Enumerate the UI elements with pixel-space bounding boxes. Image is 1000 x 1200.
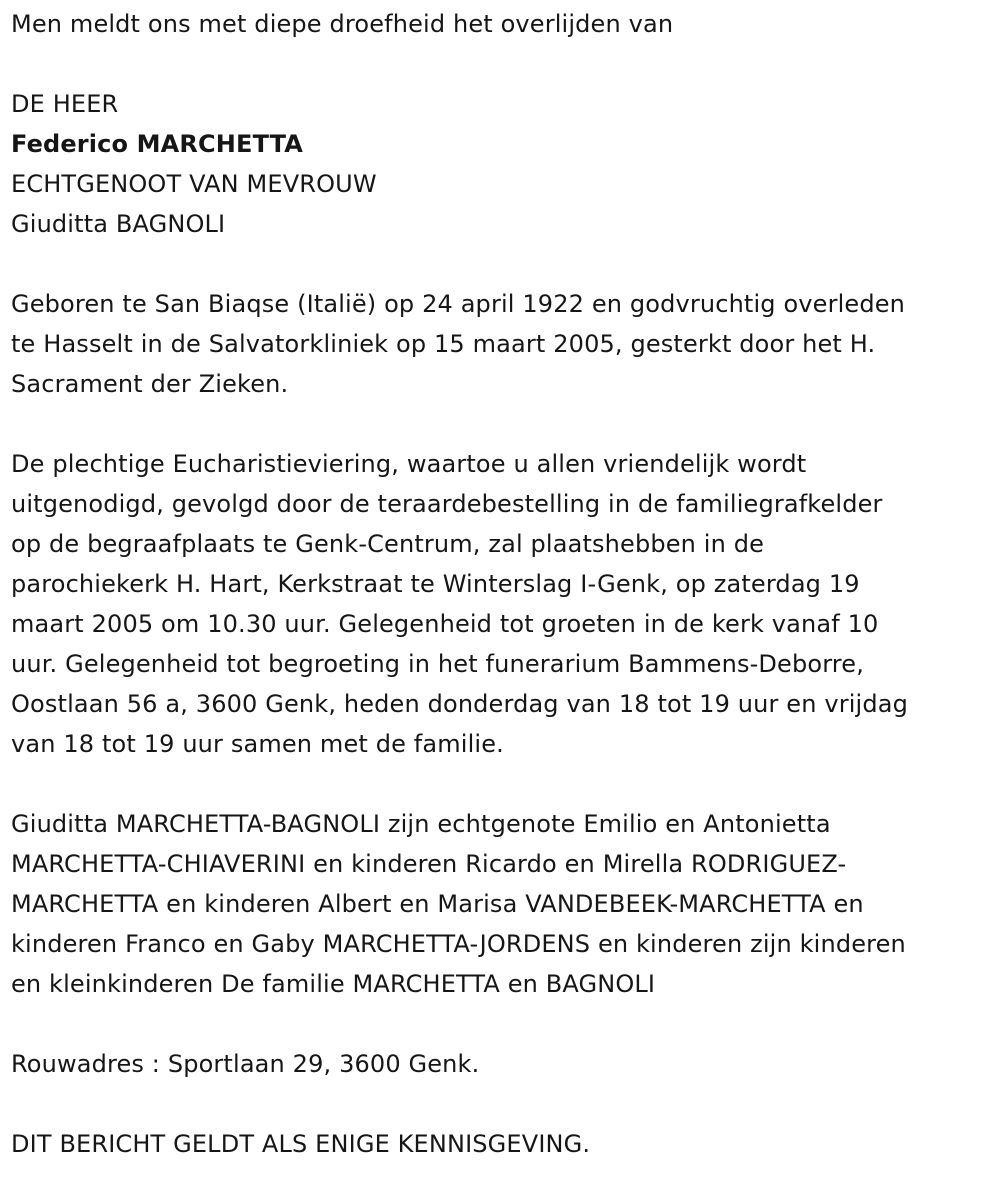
paragraph-line: uitgenodigd, gevolgd door de teraardebestelling in de familiegrafkelder <box>11 490 883 518</box>
spacer <box>11 44 996 84</box>
ceremony-paragraph <box>11 444 996 764</box>
paragraph-line: Oostlaan 56 a, 3600 Genk, heden donderdag van 18 tot 19 uur en vrijdag <box>11 690 908 718</box>
deceased-name: Federico MARCHETTA <box>11 130 304 158</box>
title-line: DE HEER <box>11 90 119 118</box>
spacer <box>11 404 996 444</box>
paragraph-line: maart 2005 om 10.30 uur. Gelegenheid tot groeten in de kerk vanaf 10 <box>11 610 879 638</box>
paragraph-line: Geboren te San Biaqse (Italië) op 24 april 1922 en godvruchtig overleden <box>11 290 905 318</box>
birth-paragraph <box>11 284 996 404</box>
mourning-address: Rouwadres : Sportlaan 29, 3600 Genk. <box>11 1050 480 1078</box>
paragraph-line: uur. Gelegenheid tot begroeting in het funerarium Bammens-Deborre, <box>11 650 864 678</box>
spacer <box>11 1084 996 1124</box>
paragraph-line: De plechtige Eucharistieviering, waartoe u allen vriendelijk wordt <box>11 450 807 478</box>
death-notice <box>11 4 996 1164</box>
paragraph-line: te Hasselt in de Salvatorkliniek op 15 maart 2005, gesterkt door het H. <box>11 330 876 358</box>
spacer <box>11 244 996 284</box>
spouse-name: Giuditta BAGNOLI <box>11 210 226 238</box>
paragraph-line: Sacrament der Zieken. <box>11 370 289 398</box>
paragraph-line: parochiekerk H. Hart, Kerkstraat te Winterslag I-Genk, op zaterdag 19 <box>11 570 860 598</box>
notice-text: DIT BERICHT GELDT ALS ENIGE KENNISGEVING. <box>11 1130 591 1158</box>
spacer <box>11 1004 996 1044</box>
spouse-label: ECHTGENOOT VAN MEVROUW <box>11 170 377 198</box>
paragraph-line: MARCHETTA en kinderen Albert en Marisa VANDEBEEK-MARCHETTA en <box>11 890 864 918</box>
spacer <box>11 764 996 804</box>
family-paragraph <box>11 804 996 1004</box>
intro-text: Men meldt ons met diepe droefheid het overlijden van <box>11 10 674 38</box>
paragraph-line: Giuditta MARCHETTA-BAGNOLI zijn echtgenote Emilio en Antonietta <box>11 810 831 838</box>
paragraph-line: van 18 tot 19 uur samen met de familie. <box>11 730 504 758</box>
paragraph-line: en kleinkinderen De familie MARCHETTA en BAGNOLI <box>11 970 656 998</box>
paragraph-line: op de begraafplaats te Genk-Centrum, zal plaatshebben in de <box>11 530 765 558</box>
paragraph-line: MARCHETTA-CHIAVERINI en kinderen Ricardo en Mirella RODRIGUEZ- <box>11 850 847 878</box>
paragraph-line: kinderen Franco en Gaby MARCHETTA-JORDENS en kinderen zijn kinderen <box>11 930 906 958</box>
